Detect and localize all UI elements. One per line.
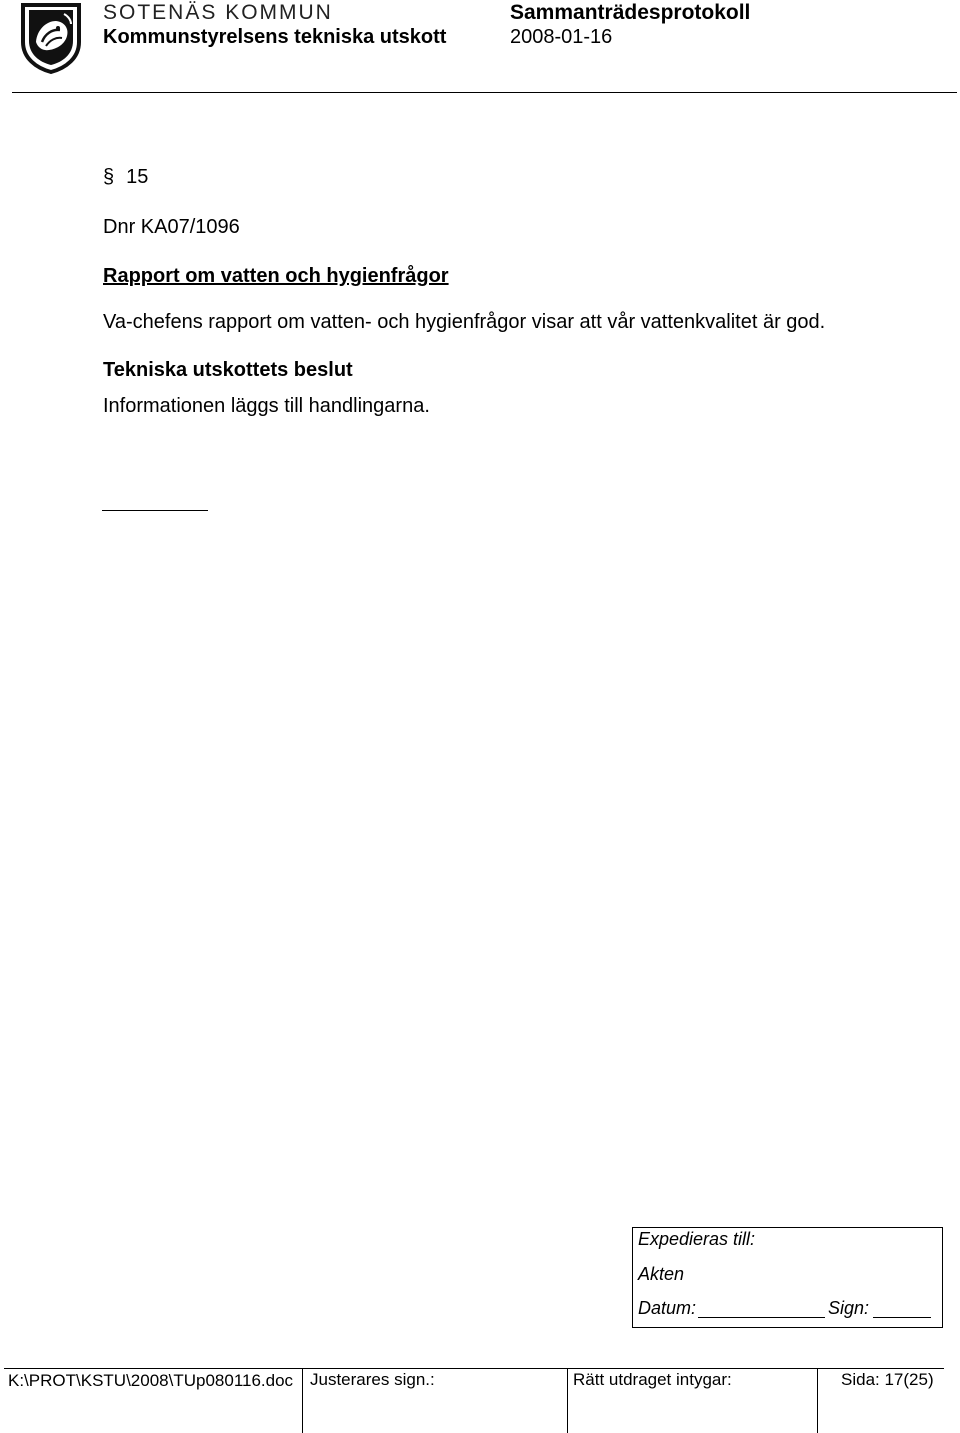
footer-divider bbox=[4, 1368, 944, 1369]
footer-column-divider bbox=[567, 1369, 568, 1433]
paragraph-number bbox=[103, 166, 148, 189]
datum-field-line bbox=[698, 1317, 825, 1318]
document-type: Sammanträdesprotokoll bbox=[510, 1, 751, 24]
sign-field-line bbox=[873, 1317, 931, 1318]
distribution-recipient: Akten bbox=[638, 1264, 685, 1284]
footer-intyg-label: Rätt utdraget intygar: bbox=[573, 1370, 732, 1389]
diary-number: Dnr KA07/1096 bbox=[103, 216, 240, 238]
footer-justerare-label: Justerares sign.: bbox=[310, 1370, 435, 1389]
footer-file-path: K:\PROT\KSTU\2008\TUp080116.doc bbox=[8, 1371, 294, 1390]
sign-label: Sign: bbox=[828, 1298, 870, 1318]
section-end-divider bbox=[102, 510, 208, 511]
meeting-date: 2008-01-16 bbox=[510, 26, 613, 48]
decision-text: Informationen läggs till handlingarna. bbox=[103, 395, 430, 417]
section-title: Rapport om vatten och hygienfrågor bbox=[103, 265, 449, 287]
section-body: Va-chefens rapport om vatten- och hygienfrågor visar att vår vattenkvalitet är god. bbox=[103, 311, 826, 333]
organization-name: SOTENÄS KOMMUN bbox=[103, 1, 333, 24]
decision-heading: Tekniska utskottets beslut bbox=[103, 359, 353, 381]
municipal-shield-icon bbox=[20, 2, 82, 74]
header-divider bbox=[12, 92, 957, 93]
footer-page-number: Sida: 17(25) bbox=[841, 1370, 934, 1389]
paragraph-number-value: 15 bbox=[126, 166, 149, 188]
distribution-title: Expedieras till: bbox=[638, 1229, 756, 1249]
datum-label: Datum: bbox=[638, 1298, 697, 1318]
committee-name: Kommunstyrelsens tekniska utskott bbox=[103, 26, 447, 48]
footer-column-divider bbox=[817, 1369, 818, 1433]
paragraph-symbol: § bbox=[103, 166, 115, 188]
footer-column-divider bbox=[302, 1369, 303, 1433]
